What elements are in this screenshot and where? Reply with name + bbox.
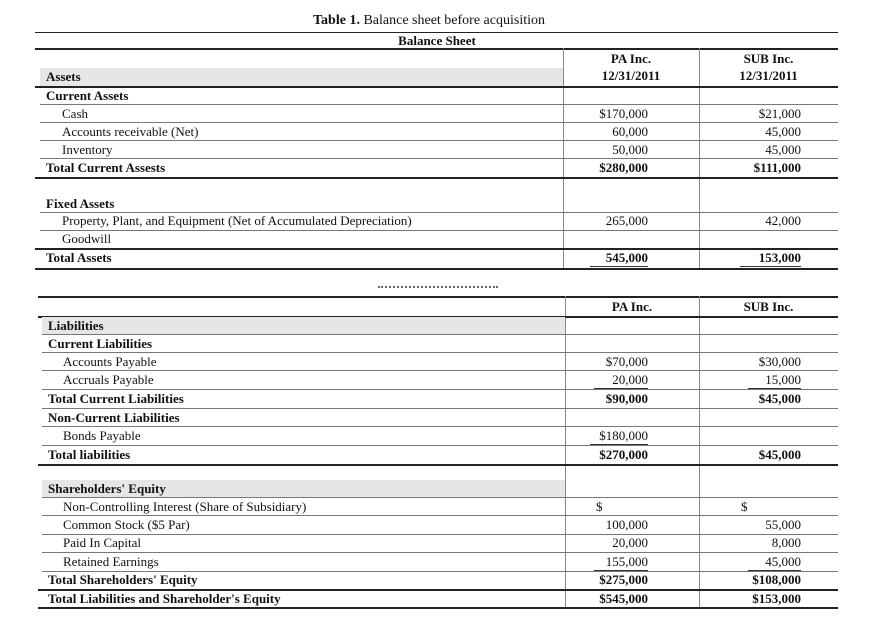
cash-label: Cash (62, 106, 88, 121)
row-divider (42, 515, 838, 516)
bonds-payable-label: Bonds Payable (63, 428, 141, 443)
liab-top-rule (38, 296, 838, 298)
row-divider (42, 389, 838, 390)
row-divider (42, 445, 838, 446)
inventory-label: Inventory (62, 142, 113, 157)
row-divider (40, 140, 838, 141)
table-caption-text: Balance sheet before acquisition (363, 13, 545, 28)
total-liab-equity-sub: $153,000 (752, 591, 801, 606)
assets-col-sub-date: 12/31/2011 (739, 68, 798, 83)
paid-in-capital-sub: 8,000 (771, 535, 801, 550)
goodwill-label: Goodwill (62, 231, 112, 246)
assets-header-rule (35, 86, 838, 88)
total-liabilities-sub: $45,000 (758, 447, 801, 462)
liab-col-pa-name: PA Inc. (611, 299, 653, 314)
fixed-assets-heading: Fixed Assets (46, 196, 115, 211)
ar-label: Accounts receivable (Net) (62, 124, 199, 139)
row-divider (40, 104, 838, 105)
row-divider (42, 352, 838, 353)
accruals-payable-sub: 15,000 (748, 372, 801, 389)
ar-pa-value: 60,000 (612, 124, 648, 139)
liab-bottom-rule (38, 607, 838, 609)
table-continued-marker (378, 286, 498, 294)
current-assets-heading: Current Assets (46, 88, 129, 103)
assets-heading-shade (40, 68, 563, 86)
total-current-liabilities-label: Total Current Liabilities (48, 391, 184, 406)
row-divider (42, 552, 838, 553)
row-divider (40, 230, 838, 231)
ppe-pa-value: 265,000 (605, 213, 648, 228)
liabilities-heading-shade (42, 317, 565, 334)
total-liabilities-label: Total liabilities (48, 447, 131, 462)
paid-in-capital-pa: 20,000 (612, 535, 648, 550)
accruals-payable-label: Accruals Payable (63, 372, 154, 387)
cash-sub-value: $21,000 (758, 106, 801, 121)
bonds-payable-pa: $180,000 (590, 428, 648, 445)
ar-sub-value: 45,000 (765, 124, 801, 139)
assets-col-pa-date: 12/31/2011 (601, 68, 661, 83)
total-current-assets-pa: $280,000 (599, 160, 648, 175)
total-current-liabilities-sub: $45,000 (758, 391, 801, 406)
assets-bottom-rule (35, 268, 838, 270)
row-divider (42, 497, 838, 498)
assets-col-sub-name: SUB Inc. (743, 51, 794, 66)
accounts-payable-pa: $70,000 (605, 354, 648, 369)
total-liab-equity-pa: $545,000 (599, 591, 648, 606)
assets-top-rule (35, 48, 838, 50)
row-divider (40, 122, 838, 123)
accounts-payable-sub: $30,000 (758, 354, 801, 369)
inventory-pa-value: 50,000 (590, 142, 648, 159)
row-divider (42, 408, 838, 409)
total-current-assets-label: Total Current Assests (46, 160, 166, 175)
common-stock-sub: 55,000 (765, 517, 801, 532)
total-assets-sub: 153,000 (740, 250, 801, 269)
section-rule (35, 248, 838, 250)
total-liab-equity-label: Total Liabilities and Shareholder's Equity (48, 591, 281, 606)
paid-in-capital-label: Paid In Capital (63, 535, 141, 550)
retained-earnings-label: Retained Earnings (63, 554, 159, 569)
liab-col-sub-name: SUB Inc. (743, 299, 794, 314)
total-assets-pa: 545,000 (590, 250, 648, 269)
assets-col-pa-name: PA Inc. (610, 51, 652, 66)
section-rule (35, 177, 838, 179)
common-stock-label: Common Stock ($5 Par) (63, 517, 190, 532)
row-divider (40, 158, 838, 159)
total-equity-label: Total Shareholders' Equity (48, 572, 198, 587)
table-caption-label: Table 1. (313, 13, 360, 28)
cash-pa-value: $170,000 (599, 106, 648, 121)
accounts-payable-label: Accounts Payable (63, 354, 157, 369)
row-divider (42, 370, 838, 371)
ppe-sub-value: 42,000 (765, 213, 801, 228)
table-caption (313, 13, 545, 29)
noncurrent-liabilities-heading: Non-Current Liabilities (48, 410, 180, 425)
nci-label: Non-Controlling Interest (Share of Subsidiary) (63, 499, 307, 514)
row-divider (42, 334, 838, 335)
total-current-liabilities-pa: $90,000 (605, 391, 648, 406)
current-liabilities-heading: Current Liabilities (48, 336, 153, 351)
retained-earnings-pa: 155,000 (594, 554, 648, 571)
equity-heading: Shareholders' Equity (48, 481, 166, 496)
row-divider (42, 426, 838, 427)
nci-sub: $ (741, 499, 748, 514)
sheet-title: Balance Sheet (398, 33, 476, 48)
accruals-payable-pa: 20,000 (594, 372, 648, 389)
retained-earnings-sub: 45,000 (748, 554, 801, 571)
ppe-label: Property, Plant, and Equipment (Net of Accumulated Depreciation) (62, 213, 412, 228)
nci-pa: $ (596, 499, 603, 514)
total-equity-pa: $275,000 (599, 572, 648, 587)
total-current-assets-sub: $111,000 (753, 160, 801, 175)
total-equity-sub: $108,000 (752, 572, 801, 587)
inventory-sub-value: 45,000 (740, 142, 801, 159)
liabilities-heading: Liabilities (48, 318, 104, 333)
common-stock-pa: 100,000 (605, 517, 648, 532)
assets-heading: Assets (46, 69, 81, 84)
section-rule (38, 464, 838, 466)
total-assets-label: Total Assets (46, 250, 112, 265)
total-liabilities-pa: $270,000 (599, 447, 648, 462)
